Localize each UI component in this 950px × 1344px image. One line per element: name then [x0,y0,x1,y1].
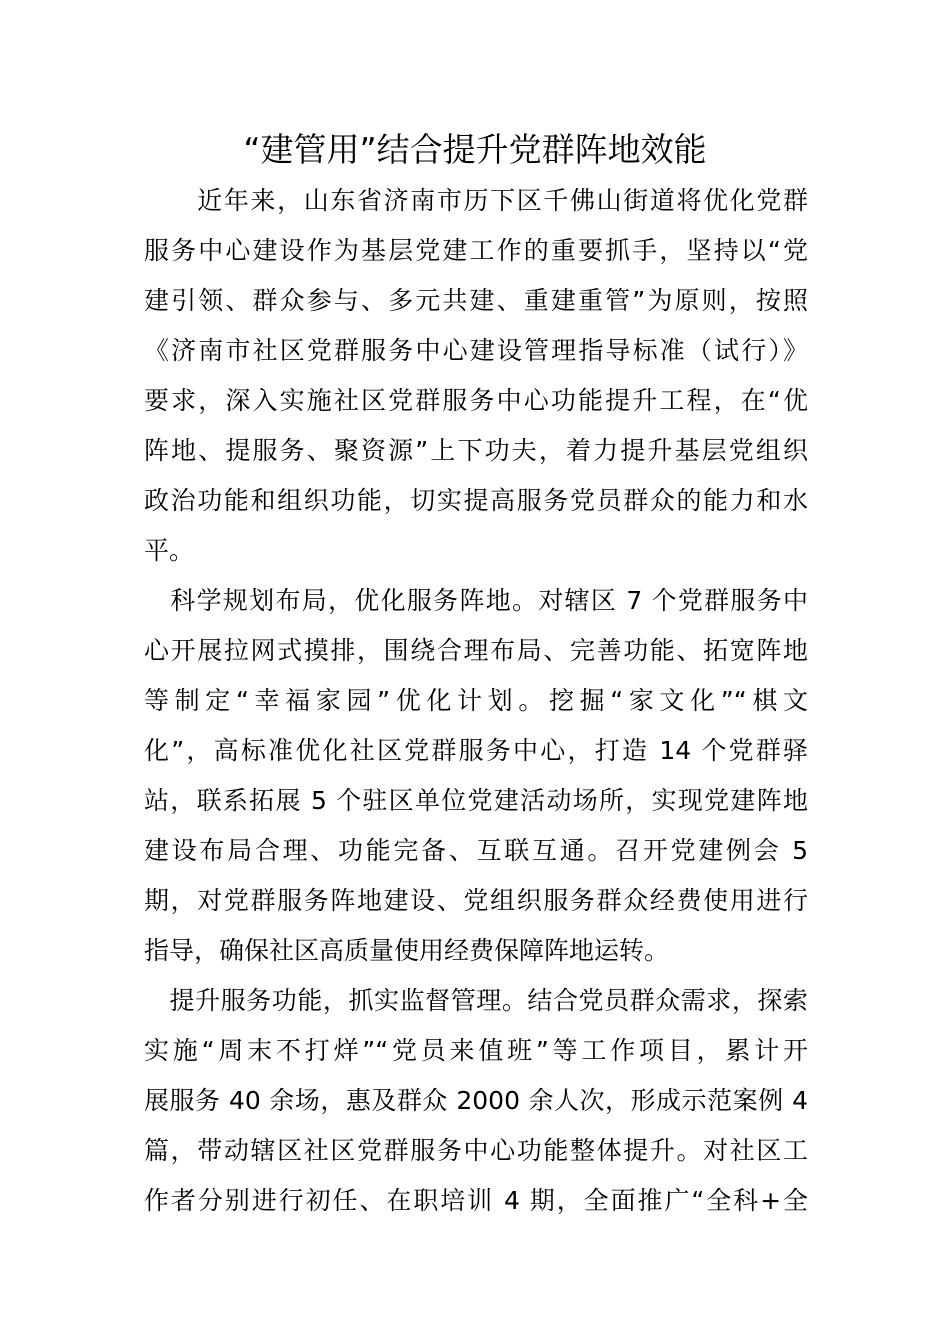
paragraph-1-line-5: 要求，深入实施社区党群服务中心功能提升工程，在“优 [144,386,808,415]
paragraph-2-line-7: 期，对党群服务阵地建设、党组织服务群众经费使用进行 [144,886,808,915]
paragraph-3-line-5: 作者分别进行初任、在职培训 4 期，全面推广“全科+全 [144,1186,808,1215]
paragraph-3-line-3: 展服务 40 余场，惠及群众 2000 余人次，形成示范案例 4 [144,1086,808,1115]
paragraph-1-line-7: 政治功能和组织功能，切实提高服务党员群众的能力和水 [144,486,808,515]
document-title: “建管用”结合提升党群阵地效能 [243,130,707,169]
paragraph-1-line-8: 平。 [144,536,195,565]
paragraph-1-line-6: 阵地、提服务、聚资源”上下功夫，着力提升基层党组织 [144,436,808,465]
paragraph-2-line-4: 化”，高标准优化社区党群服务中心，打造 14 个党群驿 [144,736,808,765]
document-body [144,176,808,1226]
paragraph-2-line-2: 心开展拉网式摸排，围绕合理布局、完善功能、拓宽阵地 [144,636,808,665]
paragraph-3-line-1: 提升服务功能，抓实监督管理。结合党员群众需求，探索 [144,986,808,1015]
paragraph-2-line-8: 指导，确保社区高质量使用经费保障阵地运转。 [144,936,670,965]
paragraph-2-line-5: 站，联系拓展 5 个驻区单位党建活动场所，实现党建阵地 [144,786,808,815]
paragraph-1-line-2: 服务中心建设作为基层党建工作的重要抓手，坚持以“党 [144,236,808,265]
paragraph-2-line-3: 等制定“幸福家园”优化计划。挖掘“家文化”“棋文 [144,686,808,715]
paragraph-1-line-4: 《济南市社区党群服务中心建设管理指导标准（试行）》 [144,336,808,365]
paragraph-3-line-2: 实施“周末不打烊”“党员来值班”等工作项目，累计开 [144,1036,808,1065]
paragraph-2-line-6: 建设布局合理、功能完备、互联互通。召开党建例会 5 [144,836,808,865]
paragraph-1-line-3: 建引领、群众参与、多元共建、重建重管”为原则，按照 [144,286,808,315]
paragraph-1-line-1: 近年来，山东省济南市历下区千佛山街道将优化党群 [144,186,808,215]
paragraph-3-line-4: 篇，带动辖区社区党群服务中心功能整体提升。对社区工 [144,1136,808,1165]
paragraph-2-line-1: 科学规划布局，优化服务阵地。对辖区 7 个党群服务中 [144,586,808,615]
